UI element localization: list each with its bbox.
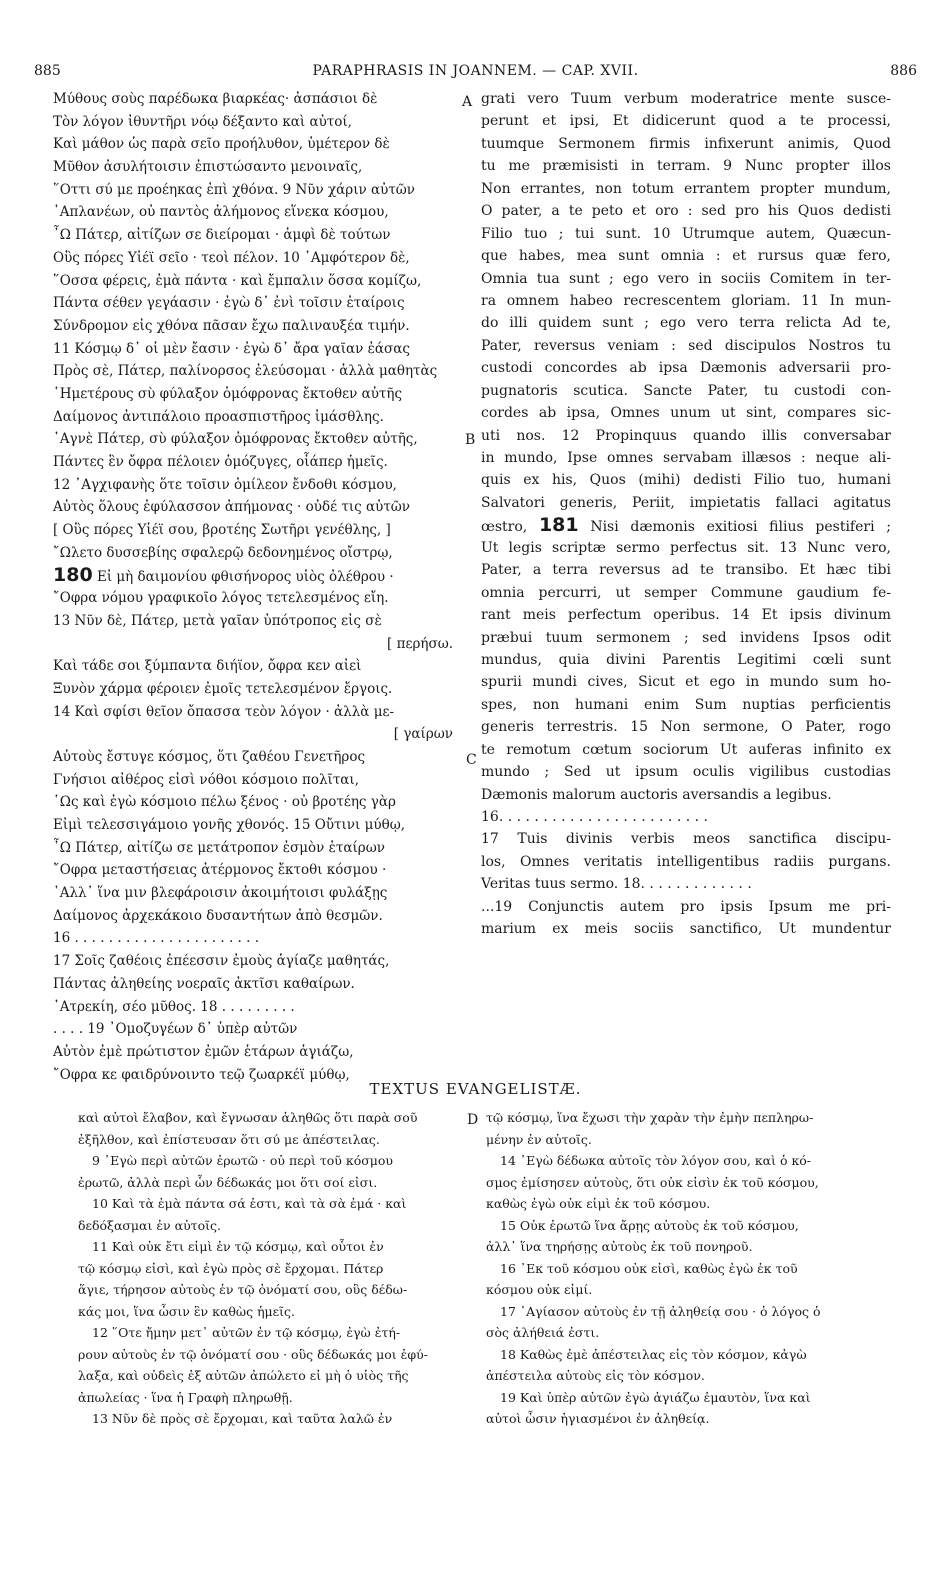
latin-line: uti nos. 12 Propinquus quando illis conversabar (481, 427, 891, 444)
greek-line: Οὓς πόρες Υἱέϊ σεῖο · τεοὶ πέλον. 10 ᾿Αμφότερον δὲ, (53, 249, 410, 266)
running-title: PARAPHRASIS IN JOANNEM. — CAP. XVII. (312, 63, 639, 79)
section-number: 180 (53, 564, 93, 587)
latin-line: que habes, mea sunt omnia : et rursus quæ fero, (481, 248, 891, 265)
gospel-line: δεδόξασμαι ἐν αὐτοῖς. (78, 1217, 221, 1233)
gospel-line: ἐρωτῶ, ἀλλὰ περὶ ὧν δέδωκάς μοι ὅτι σοί εἰσι. (78, 1174, 378, 1190)
greek-line: 14 Καὶ σφίσι θεῖον ὄπασσα τεὸν λόγον · ἀλλὰ με- (53, 703, 395, 720)
greek-line: ᾿Απλανέων, οὐ παντὸς ἀλήμονος εἵνεκα κόσμου, (53, 204, 389, 221)
margin-letter-b: B (465, 432, 476, 448)
greek-line: ᾿Αλλ᾿ ἵνα μιν βλεφάροισιν ἀκοιμήτοισι φυλάξῃς (53, 885, 388, 902)
greek-line: Ξυνὸν χάρμα φέροιεν ἐμοῖς τετελεσμένον ἔργοις. (53, 680, 393, 697)
right-page-number: 886 (890, 63, 917, 79)
greek-line: ῾Ως καὶ ἐγὼ κόσμοιο πέλω ξένος · οὐ βροτέης γὰρ (53, 794, 396, 811)
greek-line: ῏Ω Πάτερ, αἰτίζω σε μετάτροπον ἐσμὸν ἑταίρων (53, 839, 385, 856)
greek-line: Μῦθον ἀσυλήτοισιν ἐπιστώσαντο μενοιναῖς, (53, 159, 363, 176)
gospel-line: μένην ἐν αὐτοῖς. (486, 1131, 592, 1147)
latin-line: mundo ; Sed ut ipsum oculis vigilibus custodias (481, 764, 891, 781)
gospel-line: ρουν αὐτοὺς ἐν τῷ ὀνόματί σου · οὓς δέδωκάς μοι ἐφύ- (78, 1346, 428, 1362)
greek-line: Αὐτοὺς ἔστυγε κόσμος, ὅτι ζαθέου Γενετῆρος (53, 748, 366, 765)
latin-line: Pater, reversus veniam : sed discipulos Nostros tu (481, 337, 891, 354)
latin-line: Dæmonis malorum auctoris aversandis a legibus. (481, 786, 832, 803)
latin-line: omnia percurri, ut semper Commune gaudium fe- (481, 584, 891, 601)
greek-line: Πάντας ἀληθείης νοεραῖς ἀκτῖσι καθαίρων. (53, 975, 355, 992)
greek-line: 16 . . . . . . . . . . . . . . . . . . . . . . (53, 930, 259, 947)
greek-line: Καὶ τάδε σοι ξύμπαντα διήϊον, ὄφρα κεν αἰεὶ (53, 658, 362, 675)
greek-paraphrase-column (53, 88, 476, 1086)
gospel-line: αὐτοὶ ὦσιν ἡγιασμένοι ἐν ἀληθείᾳ. (486, 1411, 710, 1426)
greek-line: Πρὸς σὲ, Πάτερ, παλίνορσος ἐλεύσομαι · ἀλλὰ μαθητὰς (53, 363, 438, 380)
gospel-line: σὸς ἀλήθειά ἐστι. (486, 1325, 600, 1340)
gospel-line: σμος ἐμίσησεν αὐτοὺς, ὅτι οὐκ εἰσὶν ἐκ τοῦ κόσμου, (486, 1174, 819, 1190)
latin-line: O pater, a te peto et oro : sed pro his Quos dedisti (481, 203, 891, 220)
latin-line: spes, non humani enim Sum nuptias perficientis (481, 696, 891, 713)
gospel-line: 14 ᾿Εγὼ δέδωκα αὐτοῖς τὸν λόγον σου, καὶ ὁ κό- (500, 1153, 812, 1168)
greek-line: ῎Οφρα μεταστήσειας ἀτέρμονος ἔκτοθι κόσμου · (53, 862, 387, 879)
greek-line: ῎Ωλετο δυσσεβίης σφαλερῷ δεδονημένος οἴστρῳ, (53, 544, 393, 561)
latin-line: tu me præmisisti in terram. 9 Nunc propter illos (481, 158, 891, 175)
latin-line: los, Omnes veritatis intelligentibus radiis purgans. (481, 853, 891, 870)
latin-line: tuumque Sermonem firmis infixerunt animis, Quod (481, 135, 891, 152)
latin-line: generis terrestris. 15 Non sermone, O Pater, rogo (481, 719, 891, 736)
gospel-line: ἐξῆλθον, καὶ ἐπίστευσαν ὅτι σύ με ἀπέστειλας. (78, 1131, 380, 1147)
latin-line: ra omnem habeo recrescentem gloriam. 11 In mun- (481, 292, 891, 309)
gospel-line: κόσμου οὐκ εἰμί. (486, 1282, 593, 1297)
greek-line: ῎Οφρα νόμου γραφικοῖο λόγος τετελεσμένος εἴη. (53, 590, 389, 607)
gospel-line: 9 ᾿Εγὼ περὶ αὐτῶν ἐρωτῶ · οὐ περὶ τοῦ κόσμου (92, 1153, 393, 1168)
latin-line: œstro, 181 Nisi dæmonis exitiosi filius pestiferi ; (481, 514, 891, 537)
greek-line: 17 Σοῖς ζαθέοις ἐπέεσσιν ἐμοὺς ἁγίαζε μαθητάς, (53, 953, 390, 970)
latin-line: in mundo, Ipse omnes servabam illæsos : neque ali- (481, 450, 891, 466)
greek-line: . . . . 19 ᾿Ομοζυγέων δ᾿ ὑπὲρ αὐτῶν (53, 1021, 298, 1038)
gospel-line: ἀλλ᾿ ἵνα τηρήσῃς αὐτοὺς ἐκ τοῦ πονηροῦ. (486, 1239, 753, 1254)
greek-line: ῾Ημετέρους σὺ φύλαξον ὁμόφρονας ἔκτοθεν αὐτῆς (53, 385, 403, 402)
latin-line: Salvatori generis, Periit, impietatis fallaci agitatus (481, 494, 891, 511)
greek-line: Δαίμονος ἀντιπάλοιο προασπιστῆρος ἱμάσθλης. (53, 408, 384, 425)
greek-line: 11 Κόσμῳ δ᾿ οἱ μὲν ἔασιν · ἐγὼ δ᾿ ἄρα γαῖαν ἐάσας (53, 340, 410, 357)
latin-line: marium ex meis sociis sanctifico, Ut mundentur (481, 921, 891, 938)
greek-line: ῎Οφρα κε φαιδρύνοιντο τεῷ ζωαρκέϊ μύθῳ, (53, 1066, 350, 1083)
latin-line: spurii mundi cives, Sicut et ego in mundo sum ho- (481, 674, 891, 691)
greek-line: Εἰμὶ τελεσσιγάμοιο γονῆς χθονός. 15 Οὔτινι μύθῳ, (53, 817, 406, 833)
latin-line: custodi concordes ab ipsa Dæmonis adversarii pro- (481, 360, 891, 377)
greek-line: Πάντες ἓν ὄφρα πέλοιεν ὁμόζυγες, οἷάπερ ἡμεῖς. (53, 454, 388, 470)
greek-line: Σύνδρομον εἰς χθόνα πᾶσαν ἔχω παλιναυξέα τιμήν. (53, 317, 410, 334)
gospel-line: ἀπέστειλα αὐτοὺς εἰς τὸν κόσμον. (486, 1368, 705, 1383)
section-heading: TEXTUS EVANGELISTÆ. (369, 1080, 582, 1098)
latin-line: Veritas tuus sermo. 18. . . . . . . . . . . . . (481, 876, 752, 893)
latin-line: præbui tuum sermonem ; sed invidens Ipsos odit (481, 629, 891, 646)
gospel-text-left-column (78, 1107, 466, 1430)
latin-line: cordes ab ipsa, Omnes unum ut sint, compares sic- (481, 405, 891, 422)
left-page-number: 885 (34, 63, 61, 79)
gospel-line: 12 ῞Οτε ἤμην μετ᾿ αὐτῶν ἐν τῷ κόσμῳ, ἐγὼ ἐτή- (92, 1325, 401, 1340)
greek-line: Αὐτὸς ὅλους ἐφύλασσον ἀπήμονας · οὐδέ τις αὐτῶν (53, 499, 411, 516)
latin-line: mundus, quia divini Parentis Legitimi cœli sunt (481, 651, 891, 668)
latin-line: quis ex his, Quos (mihi) dedisti Filio tuo, humani (481, 472, 891, 489)
latin-line: do illi quidem sunt ; ego vero terra relicta Ad te, (481, 315, 891, 332)
gospel-line: καθὼς ἐγὼ οὐκ εἰμὶ ἐκ τοῦ κόσμου. (486, 1196, 711, 1211)
latin-line: 17 Tuis divinis verbis meos sanctifica discipu- (481, 831, 891, 848)
greek-line: Αὐτὸν ἐμὲ πρώτιστον ἐμῶν ἑτάρων ἁγιάζω, (53, 1043, 354, 1060)
margin-letter-c: C (466, 752, 477, 768)
margin-letter-d: D (467, 1112, 479, 1128)
gospel-text-right-column (486, 1107, 888, 1430)
greek-line: Γνήσιοι αἰθέρος εἰσὶ νόθοι κόσμοιο πολῖται, (53, 771, 360, 788)
gospel-line: ἅγιε, τήρησον αὐτοὺς ἐν τῷ ὀνόματί σου, οὓς δέδω- (78, 1282, 408, 1297)
gospel-line: 15 Οὐκ ἐρωτῶ ἵνα ἄρῃς αὐτοὺς ἐκ τοῦ κόσμου, (500, 1217, 799, 1233)
gospel-line: λαξα, καὶ οὐδεὶς ἐξ αὐτῶν ἀπώλετο εἰ μὴ ὁ υἱὸς τῆς (78, 1368, 409, 1383)
gospel-line: κάς μοι, ἵνα ὦσιν ἓν καθὼς ἡμεῖς. (78, 1303, 296, 1319)
greek-line: Δαίμονος ἀρχεκάκοιο δυσαντήτων ἀπὸ θεσμῶν. (53, 907, 383, 924)
greek-line: ᾿Ατρεκίη, σέο μῦθος. 18 . . . . . . . . . (53, 998, 295, 1015)
latin-line: rant meis perfectum operibus. 14 Et ipsis divinum (481, 607, 891, 624)
greek-line: Πάντα σέθεν γεγάασιν · ἐγὼ δ᾿ ἐνὶ τοῖσιν ἑταίροις (53, 295, 405, 312)
latin-line: ...19 Conjunctis autem pro ipsis Ipsum me pri- (481, 898, 891, 915)
gospel-line: 10 Καὶ τὰ ἐμὰ πάντα σά ἐστι, καὶ τὰ σὰ ἐμά · καὶ (92, 1196, 407, 1211)
latin-line: perunt et ipsi, Et didicerunt quod a te processi, (481, 113, 891, 130)
greek-line: 180 Εἰ μὴ δαιμονίου φθισήνορος υἱὸς ὀλέθρου · (53, 564, 394, 587)
gospel-line: ἀπωλείας · ἵνα ἡ Γραφὴ πληρωθῇ. (78, 1389, 293, 1405)
latin-line: Pater, a terra reversus ad te transibo. Et hæc tibi (481, 562, 891, 579)
greek-line: ᾿Αγνὲ Πάτερ, σὺ φύλαξον ὁμόφρονας ἔκτοθεν αὐτῆς, (53, 431, 418, 448)
gospel-line: τῷ κόσμῳ, ἵνα ἔχωσι τὴν χαρὰν τὴν ἐμὴν πεπληρω- (486, 1110, 814, 1125)
greek-line: ῏Ω Πάτερ, αἰτίζων σε διείρομαι · ἀμφὶ δὲ τούτων (53, 227, 391, 244)
latin-line: Filio tuo ; tui sunt. 10 Utrumque autem, Quæcun- (481, 225, 891, 242)
greek-line: ῞Οσσα φέρεις, ἐμὰ πάντα · καὶ ἔμπαλιν ὅσσα κομίζω, (53, 272, 422, 289)
latin-line: pugnatoris scutica. Sancte Pater, tu custodi con- (481, 382, 891, 399)
section-number: 181 (538, 514, 579, 537)
greek-line: 13 Νῦν δὲ, Πάτερ, μετὰ γαῖαν ὑπότροπος εἰς σὲ (53, 612, 382, 629)
gospel-line: 17 ῾Αγίασον αὐτοὺς ἐν τῇ ἀληθείᾳ σου · ὁ λόγος ὁ (500, 1303, 821, 1319)
latin-translation-column (481, 88, 891, 941)
margin-letter-a: A (462, 94, 473, 110)
gospel-line: 18 Καθὼς ἐμὲ ἀπέστειλας εἰς τὸν κόσμον, κἀγὼ (500, 1346, 807, 1362)
greek-line: 12 ᾿Αγχιφανὴς ὅτε τοῖσιν ὁμίλεον ἔνδοθι κόσμου, (53, 476, 397, 493)
gospel-line: 16 ᾿Εκ τοῦ κόσμου οὐκ εἰσὶ, καθὼς ἐγὼ ἐκ τοῦ (500, 1260, 798, 1276)
greek-line: [ Οὓς πόρες Υἱέϊ σου, βροτέης Σωτῆρι γενέθλης, ] (53, 522, 391, 539)
latin-line: Omnia tua sunt ; ego vero in sociis Comitem in ter- (481, 270, 891, 287)
latin-line: te remotum cœtum sociorum Ut auferas infinito ex (481, 741, 891, 758)
greek-line: Τὸν λόγον ἰθυντῆρι νόῳ δέξαντο καὶ αὐτοί, (53, 113, 352, 130)
gospel-line: 19 Καὶ ὑπὲρ αὐτῶν ἐγὼ ἁγιάζω ἐμαυτὸν, ἵνα καὶ (500, 1389, 811, 1405)
greek-line: ῞Οττι σύ με προέηκας ἐπὶ χθόνα. 9 Νῦν χάριν αὐτῶν (53, 181, 416, 198)
greek-line-continuation: [ περήσω. (387, 635, 453, 652)
latin-line: Non errantes, non totum errantem propter mundum, (481, 180, 891, 197)
greek-line: Καὶ μάθον ὡς παρὰ σεῖο προήλυθον, ὑμέτερον δὲ (53, 136, 390, 153)
greek-line: Μύθους σοὺς παρέδωκα βιαρκέας· ἀσπάσιοι δὲ (53, 91, 378, 107)
latin-line: 16. . . . . . . . . . . . . . . . . . . . . . . . (481, 809, 708, 825)
gospel-line: 11 Καὶ οὐκ ἔτι εἰμὶ ἐν τῷ κόσμῳ, καὶ οὗτοι ἐν (92, 1239, 384, 1254)
gospel-line: 13 Νῦν δὲ πρὸς σὲ ἔρχομαι, καὶ ταῦτα λαλῶ ἐν (92, 1411, 393, 1426)
gospel-line: τῷ κόσμῳ εἰσὶ, καὶ ἐγὼ πρὸς σὲ ἔρχομαι. Πάτερ (78, 1260, 384, 1276)
greek-line-continuation: [ γαίρων (393, 726, 453, 743)
latin-line: Ut legis scriptæ sermo perfectus sit. 13 Nunc vero, (481, 539, 891, 556)
latin-line: grati vero Tuum verbum moderatrice mente susce- (481, 91, 891, 107)
gospel-line: καὶ αὐτοὶ ἔλαβον, καὶ ἔγνωσαν ἀληθῶς ὅτι παρὰ σοῦ (78, 1110, 418, 1125)
